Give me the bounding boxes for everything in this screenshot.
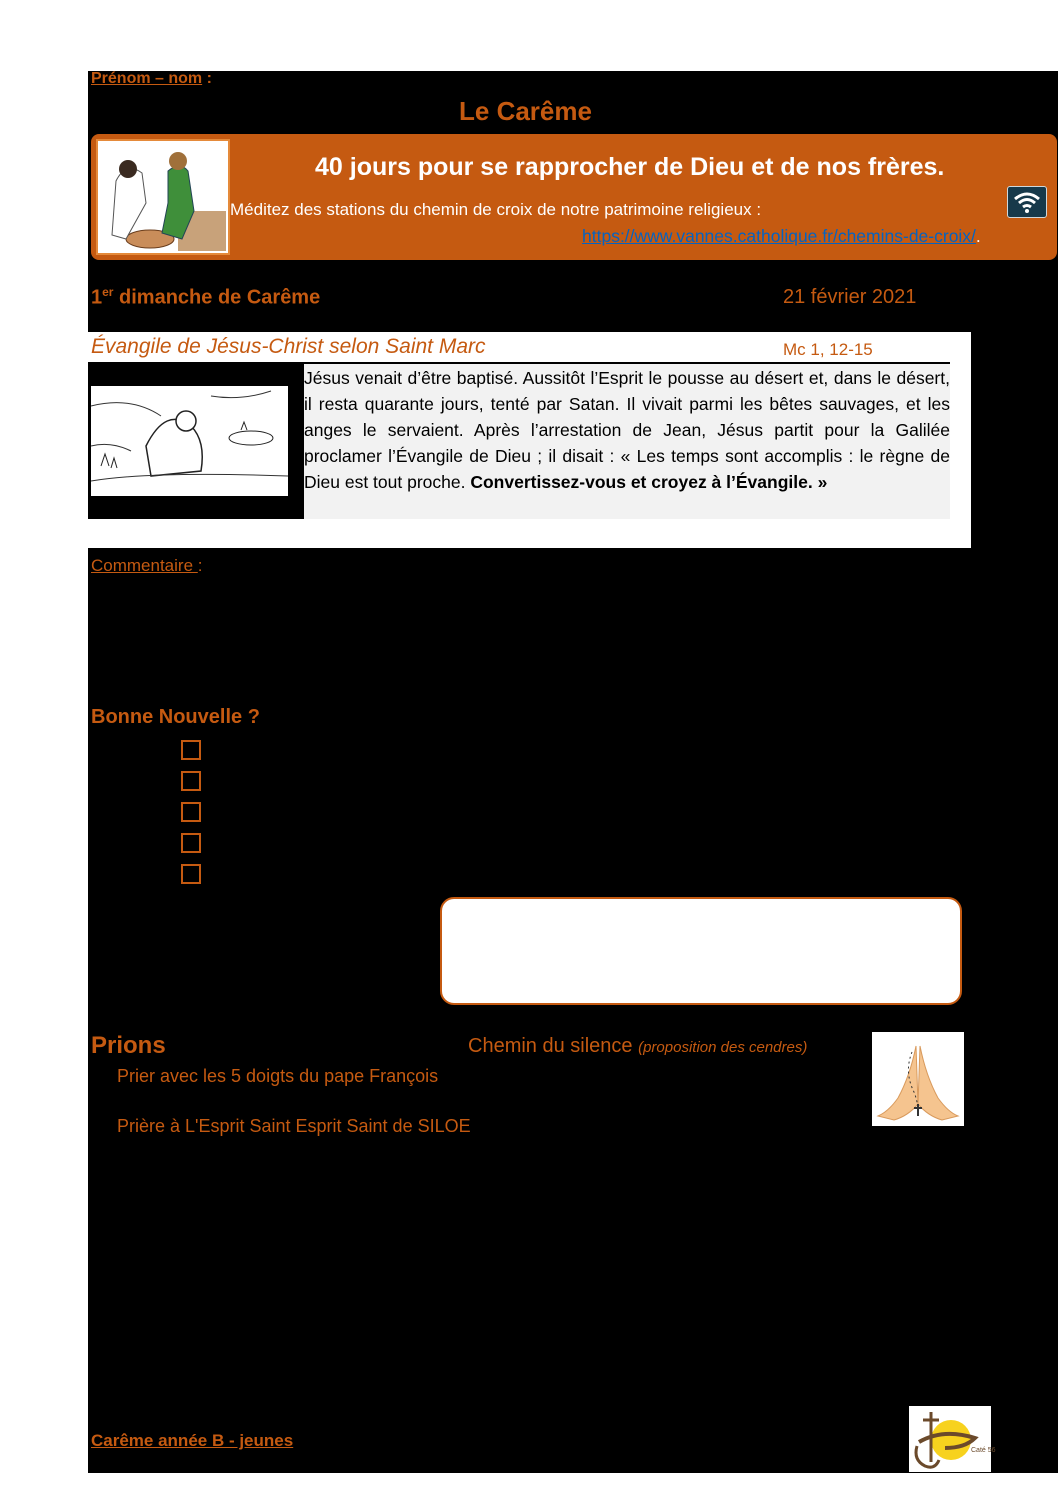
sunday-label [91,285,320,310]
sunday-ordinal-sup: er [102,285,114,299]
prayer-link-five-fingers[interactable]: Prier avec les 5 doigts du pape François [117,1066,439,1086]
checkbox-1[interactable] [181,740,201,760]
cate-logo-icon [909,1406,996,1472]
jesus-desert-illustration [91,386,288,496]
wifi-icon [1008,187,1046,217]
gospel-title: Évangile de Jésus-Christ selon Saint Marc [91,335,486,358]
chemin-du-silence-link[interactable] [468,1035,807,1058]
name-field-label [91,70,212,88]
banner-headline: 40 jours pour se rapprocher de Dieu et de nos frères. [315,153,945,181]
checkbox-2[interactable] [181,771,201,791]
gospel-bottom-strip [88,519,971,548]
checkbox-5[interactable] [181,864,201,884]
commentaire-label-text: Commentaire [91,556,198,575]
gospel-text-regular: Jésus venait d’être baptisé. Aussitôt l’Esprit le pousse au désert et, dans le désert, il resta quarante jours, tenté par Satan. Il vivait parmi les bêtes sauvages, et les anges le servaient. Après l’arrestation de Jean, Jésus partit pour la Galilée proclamer l’Évangile de Dieu ; il disait : « Les temps sont accomplis : le règne de Dieu est tout proche. [304,368,950,492]
answer-box[interactable] [440,897,962,1005]
sunday-ordinal: 1 [91,286,103,309]
gospel-text-bold: Convertissez-vous et croyez à l’Évangile. » [470,472,828,492]
sunday-date: 21 février 2021 [783,286,917,308]
name-label-colon: : [202,70,212,87]
checkbox-3[interactable] [181,802,201,822]
footer-label: Carême année B - jeunes [91,1431,294,1450]
commentaire-colon: : [197,556,203,575]
foot-washing-illustration [96,139,230,255]
checkbox-4[interactable] [181,833,201,853]
praying-hands-illustration [872,1032,964,1126]
name-label-text: Prénom – nom [91,70,203,87]
commentaire-label [91,556,203,576]
prions-title: Prions [91,1032,166,1059]
page-background [88,71,1058,1473]
banner-link-line [582,226,981,247]
page-title: Le Carême [459,96,592,126]
chemin-du-silence-note: (proposition des cendres) [638,1039,808,1056]
cate56-logo [909,1406,996,1472]
banner-meditate-text: Méditez des stations du chemin de croix de notre patrimoine religieux : [230,200,762,219]
bonne-nouvelle-title: Bonne Nouvelle ? [91,706,260,728]
logo-text: Caté 56 [971,1447,996,1454]
gospel-right-margin [950,362,971,519]
gospel-reference: Mc 1, 12-15 [783,340,873,359]
banner-link-suffix: . [975,226,981,246]
gospel-text [304,364,950,519]
praying-hands-icon [872,1032,964,1126]
foot-washing-icon [98,141,228,253]
sunday-label-text: dimanche de Carême [113,286,321,309]
desert-drawing-icon [91,386,288,496]
prayer-link-esprit-saint[interactable]: Prière à L'Esprit Saint Esprit Saint de SILOE [117,1116,471,1136]
wifi-qr-icon[interactable] [1007,186,1047,218]
chemin-du-silence-text: Chemin du silence [468,1035,639,1057]
chemins-de-croix-link[interactable]: https://www.vannes.catholique.fr/chemins-de-croix/ [582,226,976,246]
